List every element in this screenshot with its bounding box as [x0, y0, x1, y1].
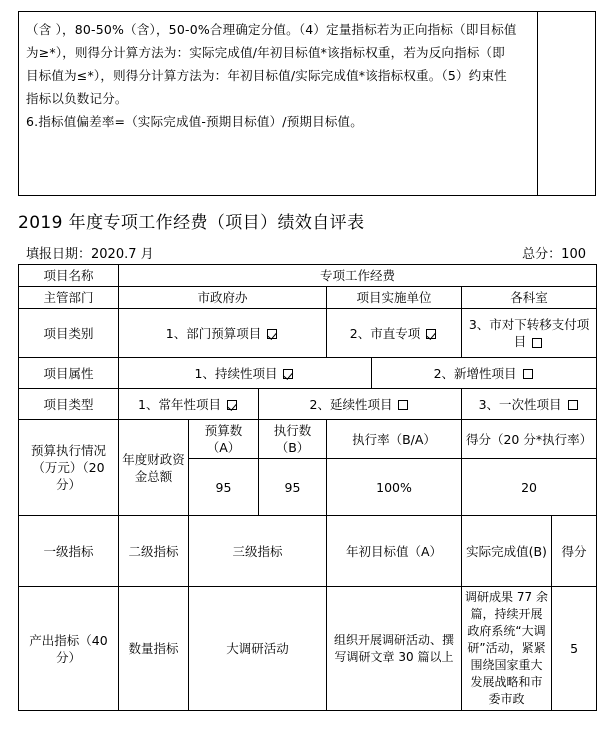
table-row	[19, 265, 597, 287]
budget-value-3: 100%	[327, 459, 462, 516]
category-option-1-label: 1、部门预算项目	[165, 325, 262, 341]
indicator-header-4: 年初目标值（A）	[327, 516, 462, 587]
attribute-option-1-label: 1、持续性项目	[194, 365, 278, 381]
project-name-label: 项目名称	[19, 265, 119, 287]
budget-header-4: 得分（20 分*执行率）	[462, 420, 597, 459]
budget-header-2: 执行数（B）	[259, 420, 327, 459]
checkbox-attribute-2[interactable]	[523, 369, 533, 379]
table-row	[19, 358, 597, 389]
type-option-1-cell	[119, 389, 259, 420]
category-option-3-label: 3、市对下转移支付项目	[468, 317, 590, 349]
category-option-1-cell	[119, 309, 327, 358]
output-level1: 产出指标（40 分）	[19, 587, 119, 711]
table-row	[19, 587, 597, 711]
category-option-2-cell	[327, 309, 462, 358]
checkbox-category-2[interactable]	[426, 329, 436, 339]
category-option-3-cell	[462, 309, 597, 358]
total-score-label: 总分：100	[522, 247, 586, 262]
note-box-divider	[537, 12, 538, 195]
note-box	[18, 11, 596, 196]
budget-exec-label: 预算执行情况（万元）（20 分）	[19, 420, 119, 516]
dept-value: 市政府办	[119, 287, 327, 309]
budget-header-1: 预算数（A）	[189, 420, 259, 459]
note-line-1: （含 ），80-50%（含），50-0%合理确定分值。（4）定量指标若为正向指标（即目标值	[26, 22, 517, 37]
attribute-option-2-label: 2、新增性项目	[433, 365, 517, 381]
indicator-header-1: 一级指标	[19, 516, 119, 587]
note-line-4: 指标以负数记分。	[26, 91, 128, 106]
category-label: 项目类别	[19, 309, 119, 358]
type-option-1-label: 1、常年性项目	[138, 396, 221, 412]
indicator-header-6: 得分	[552, 516, 597, 587]
output-target: 组织开展调研活动、撰写调研文章 30 篇以上	[327, 587, 462, 711]
output-level2: 数量指标	[119, 587, 189, 711]
output-score: 5	[552, 587, 597, 711]
attribute-option-1-cell	[119, 358, 372, 389]
table-row	[19, 389, 597, 420]
attribute-label: 项目属性	[19, 358, 119, 389]
budget-value-1: 95	[189, 459, 259, 516]
meta-row	[26, 243, 586, 262]
attribute-option-2-cell	[372, 358, 597, 389]
category-option-2-label: 2、市直专项	[349, 325, 421, 341]
checkbox-attribute-1[interactable]	[283, 369, 293, 379]
note-line-2: 为≥*），则得分计算方法为：实际完成值/年初目标值*该指标权重，若为反向指标（即	[26, 45, 505, 60]
budget-row-label: 年度财政资金总额	[119, 420, 189, 516]
budget-value-2: 95	[259, 459, 327, 516]
checkbox-type-1[interactable]	[227, 400, 237, 410]
table-row	[19, 516, 597, 587]
type-option-2-label: 2、延续性项目	[309, 396, 393, 412]
output-level3: 大调研活动	[189, 587, 327, 711]
type-label: 项目类型	[19, 389, 119, 420]
table-row	[19, 420, 597, 459]
table-row	[19, 287, 597, 309]
fill-date-label: 填报日期：2020.7 月	[26, 247, 154, 262]
indicator-header-5: 实际完成值(B)	[462, 516, 552, 587]
checkbox-category-1[interactable]	[267, 329, 277, 339]
table-row	[19, 309, 597, 358]
dept-label: 主管部门	[19, 287, 119, 309]
type-option-2-cell	[259, 389, 462, 420]
checkbox-type-2[interactable]	[398, 400, 408, 410]
indicator-header-3: 三级指标	[189, 516, 327, 587]
note-text	[26, 18, 531, 133]
impl-unit-label: 项目实施单位	[327, 287, 462, 309]
type-option-3-cell	[462, 389, 597, 420]
checkbox-type-3[interactable]	[568, 400, 578, 410]
page-title: 2019 年度专项工作经费（项目）绩效自评表	[18, 213, 365, 233]
output-actual: 调研成果 77 余篇，持续开展政府系统“大调研”活动，紧紧围绕国家重大发展战略和市委市政	[462, 587, 552, 711]
indicator-header-2: 二级指标	[119, 516, 189, 587]
note-line-3: 目标值为≤*），则得分计算方法为：年初目标值/实际完成值*该指标权重。（5）约束性	[26, 68, 507, 83]
budget-value-4: 20	[462, 459, 597, 516]
evaluation-table	[18, 264, 597, 711]
impl-unit-value: 各科室	[462, 287, 597, 309]
project-name-value: 专项工作经费	[119, 265, 597, 287]
budget-header-3: 执行率（B/A）	[327, 420, 462, 459]
note-line-5: 6.指标值偏差率=（实际完成值-预期目标值）/预期目标值。	[26, 114, 363, 129]
type-option-3-label: 3、一次性项目	[478, 396, 562, 412]
checkbox-category-3[interactable]	[532, 338, 542, 348]
